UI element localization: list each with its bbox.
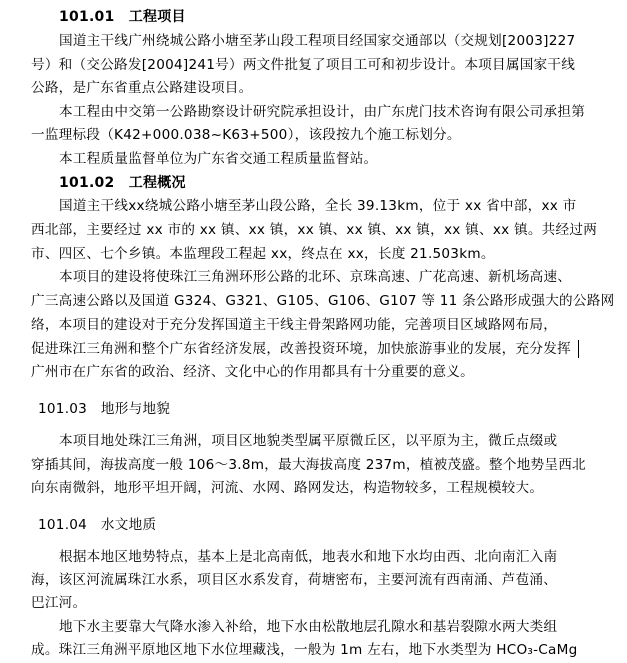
paragraph-line: 市、四区、七个乡镇。本监理段工程起 xx，终点在 xx，长度 21.503km。 xyxy=(31,246,495,262)
paragraph-line: 公路，是广东省重点公路建设项目。 xyxy=(31,80,253,96)
paragraph-line: 本项目地处珠江三角洲，项目区地貌类型属平原微丘区，以平原为主，微丘点缀或 xyxy=(59,433,558,449)
paragraph-line: 广三高速公路以及国道 G324、G321、G105、G106、G107 等 11 条公路形成强大的公路网 xyxy=(31,293,615,309)
paragraph-line: 西北部，主要经过 xx 市的 xx 镇、xx 镇，xx 镇、xx 镇、xx 镇，xx 镇、xx 镇。共经过两 xyxy=(31,222,598,238)
paragraph-line: 成。珠江三角洲平原地区地下水位埋藏浅，一般为 1m 左右，地下水类型为 HCO₃-CaMg xyxy=(31,642,578,658)
text-cursor xyxy=(578,340,579,358)
paragraph-line: 本工程由中交第一公路勘察设计研究院承担设计，由广东虎门技术咨询有限公司承担第 xyxy=(59,104,586,120)
paragraph-line: 号）和（交公路发[2004]241号）两文件批复了项目工可和初步设计。本项目属国家干线 xyxy=(31,57,576,73)
paragraph-line: 巴江河。 xyxy=(31,595,87,611)
paragraph-line: 络，本项目的建设对于充分发挥国道主干线主骨架路网功能，完善项目区域路网布局， xyxy=(31,317,558,333)
paragraph-line: 向东南微斜，地形平坦开阔，河流、水网、路网发达，构造物较多，工程规模较大。 xyxy=(31,480,544,496)
section-heading-101-03: 101.03 地形与地貌 xyxy=(38,401,171,417)
section-heading-101-04: 101.04 水文地质 xyxy=(38,517,157,533)
paragraph-line: 本项目的建设将使珠江三角洲环形公路的北环、京珠高速、广花高速、新机场高速、 xyxy=(59,269,572,285)
section-heading-101-01: 101.01 工程项目 xyxy=(59,9,186,25)
paragraph-line: 根据本地区地势特点，基本上是北高南低，地表水和地下水均由西、北向南汇入南 xyxy=(59,549,558,565)
paragraph-line: 地下水主要靠大气降水渗入补给，地下水由松散地层孔隙水和基岩裂隙水两大类组 xyxy=(59,619,558,635)
paragraph-line: 一监理标段（K42+000.038~K63+500），该段按九个施工标划分。 xyxy=(31,127,461,143)
paragraph-line: 广州市在广东省的政治、经济、文化中心的作用都具有十分重要的意义。 xyxy=(31,364,474,380)
section-heading-101-02: 101.02 工程概况 xyxy=(59,175,186,191)
paragraph-line: 促进珠江三角洲和整个广东省经济发展，改善投资环境，加快旅游事业的发展，充分发挥 xyxy=(31,341,571,357)
paragraph-line: 本工程质量监督单位为广东省交通工程质量监督站。 xyxy=(59,151,378,167)
paragraph-line: 海，该区河流属珠江水系，项目区水系发育，荷塘密布，主要河流有西南涌、芦苞涌、 xyxy=(31,572,558,588)
paragraph-line: 国道主干线xx绕城公路小塘至茅山段公路，全长 39.13km，位于 xx 省中部，xx 市 xyxy=(59,198,577,214)
paragraph-line: 穿插其间，海拔高度一般 106～3.8m，最大海拔高度 237m，植被茂盛。整个地势呈西北 xyxy=(31,457,586,473)
paragraph-line: 国道主干线广州绕城公路小塘至茅山段工程项目经国家交通部以（交规划[2003]227 xyxy=(59,33,576,49)
